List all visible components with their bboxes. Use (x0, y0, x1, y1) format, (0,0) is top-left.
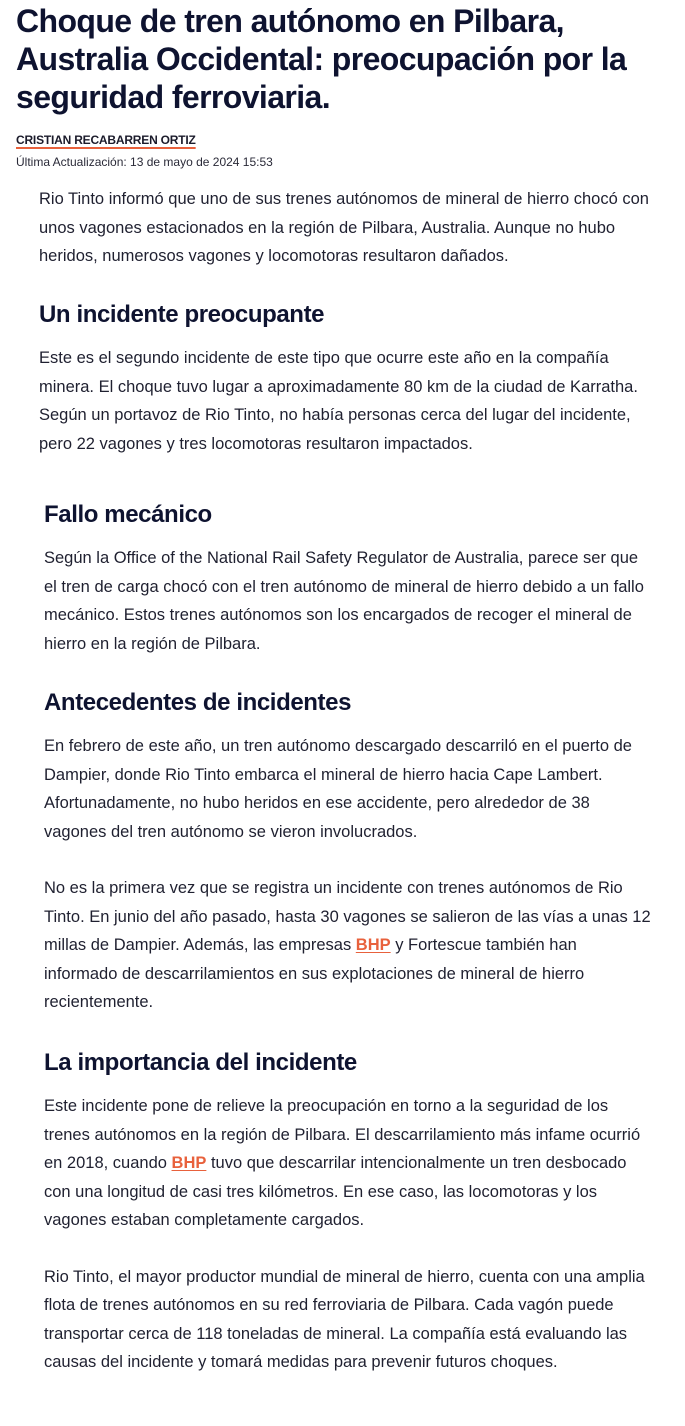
section-paragraph: Rio Tinto, el mayor productor mundial de mineral de hierro, cuenta con una amplia flota de trenes autónomos en su red ferroviaria de Pilbara. Cada vagón puede transportar cerca de 118 toneladas de mineral. La compañía está evaluando las causas del incidente y tomará medidas para prevenir futuros choques. (44, 1267, 645, 1371)
text-run: y Fortescue también han informado de descarrilamientos en sus explotaciones de mineral de hierro recientemente. (44, 936, 585, 1011)
section-heading: Antecedentes de incidentes (44, 689, 352, 716)
section-paragraph (44, 874, 654, 1017)
section-heading: La importancia del incidente (44, 1049, 357, 1076)
bhp-link[interactable]: BHP (171, 1154, 207, 1172)
text-run: No es la primera vez que se registra un incidente con trenes autónomos de Rio Tinto. En junio del año pasado, hasta 30 vagones se salieron de las vías a unas 12 millas de Dampier. Además, las empresas (44, 879, 651, 954)
intro-block (39, 185, 649, 271)
section-antecedentes (44, 688, 654, 1017)
section-paragraph: En febrero de este año, un tren autónomo descargado descarriló en el puerto de Dampier, donde Rio Tinto embarca el mineral de hierro hacia Cape Lambert. Afortunadamente, no hubo heridos en ese accidente, pero alrededor de 38 vagones del tren autónomo se vieron involucrados. (44, 737, 632, 841)
section-heading: Fallo mecánico (44, 501, 212, 528)
text-run: tuvo que descarrilar intencionalmente un tren desbocado con una longitud de casi tres kilómetros. En ese caso, las locomotoras y los vagones estaban completamente cargados. (44, 1154, 627, 1229)
intro-paragraph: Rio Tinto informó que uno de sus trenes autónomos de mineral de hierro chocó con unos vagones estacionados en la región de Pilbara, Australia. Aunque no hubo heridos, numerosos vagones y locomotoras resultaron dañados. (39, 190, 649, 265)
section-importancia (44, 1048, 654, 1377)
section-incidente-preocupante (39, 300, 649, 458)
last-updated: Última Actualización: 13 de mayo de 2024 15:53 (16, 155, 273, 169)
section-paragraph (44, 1092, 654, 1235)
bhp-link[interactable]: BHP (355, 936, 391, 954)
section-paragraph: Según la Office of the National Rail Safety Regulator de Australia, parece ser que el tren de carga chocó con el tren autónomo de mineral de hierro debido a un fallo mecánico. Estos trenes autónomos son los encargados de recoger el mineral de hierro en la región de Pilbara. (44, 549, 644, 653)
section-fallo-mecanico (44, 500, 654, 658)
author-link[interactable]: CRISTIAN RECABARREN ORTIZ (16, 133, 196, 147)
section-paragraph: Este es el segundo incidente de este tipo que ocurre este año en la compañía minera. El choque tuvo lugar a aproximadamente 80 km de la ciudad de Karratha. Según un portavoz de Rio Tinto, no había personas cerca del lugar del incidente, pero 22 vagones y tres locomotoras resultaron impactados. (39, 349, 638, 453)
section-heading: Un incidente preocupante (39, 301, 325, 328)
article-title: Choque de tren autónomo en Pilbara, Australia Occidental: preocupación por la seguridad ferroviaria. (16, 3, 627, 115)
text-run: Este incidente pone de relieve la preocupación en torno a la seguridad de los trenes autónomos en la región de Pilbara. El descarrilamiento más infame ocurrió en 2018, cuando (44, 1097, 641, 1172)
